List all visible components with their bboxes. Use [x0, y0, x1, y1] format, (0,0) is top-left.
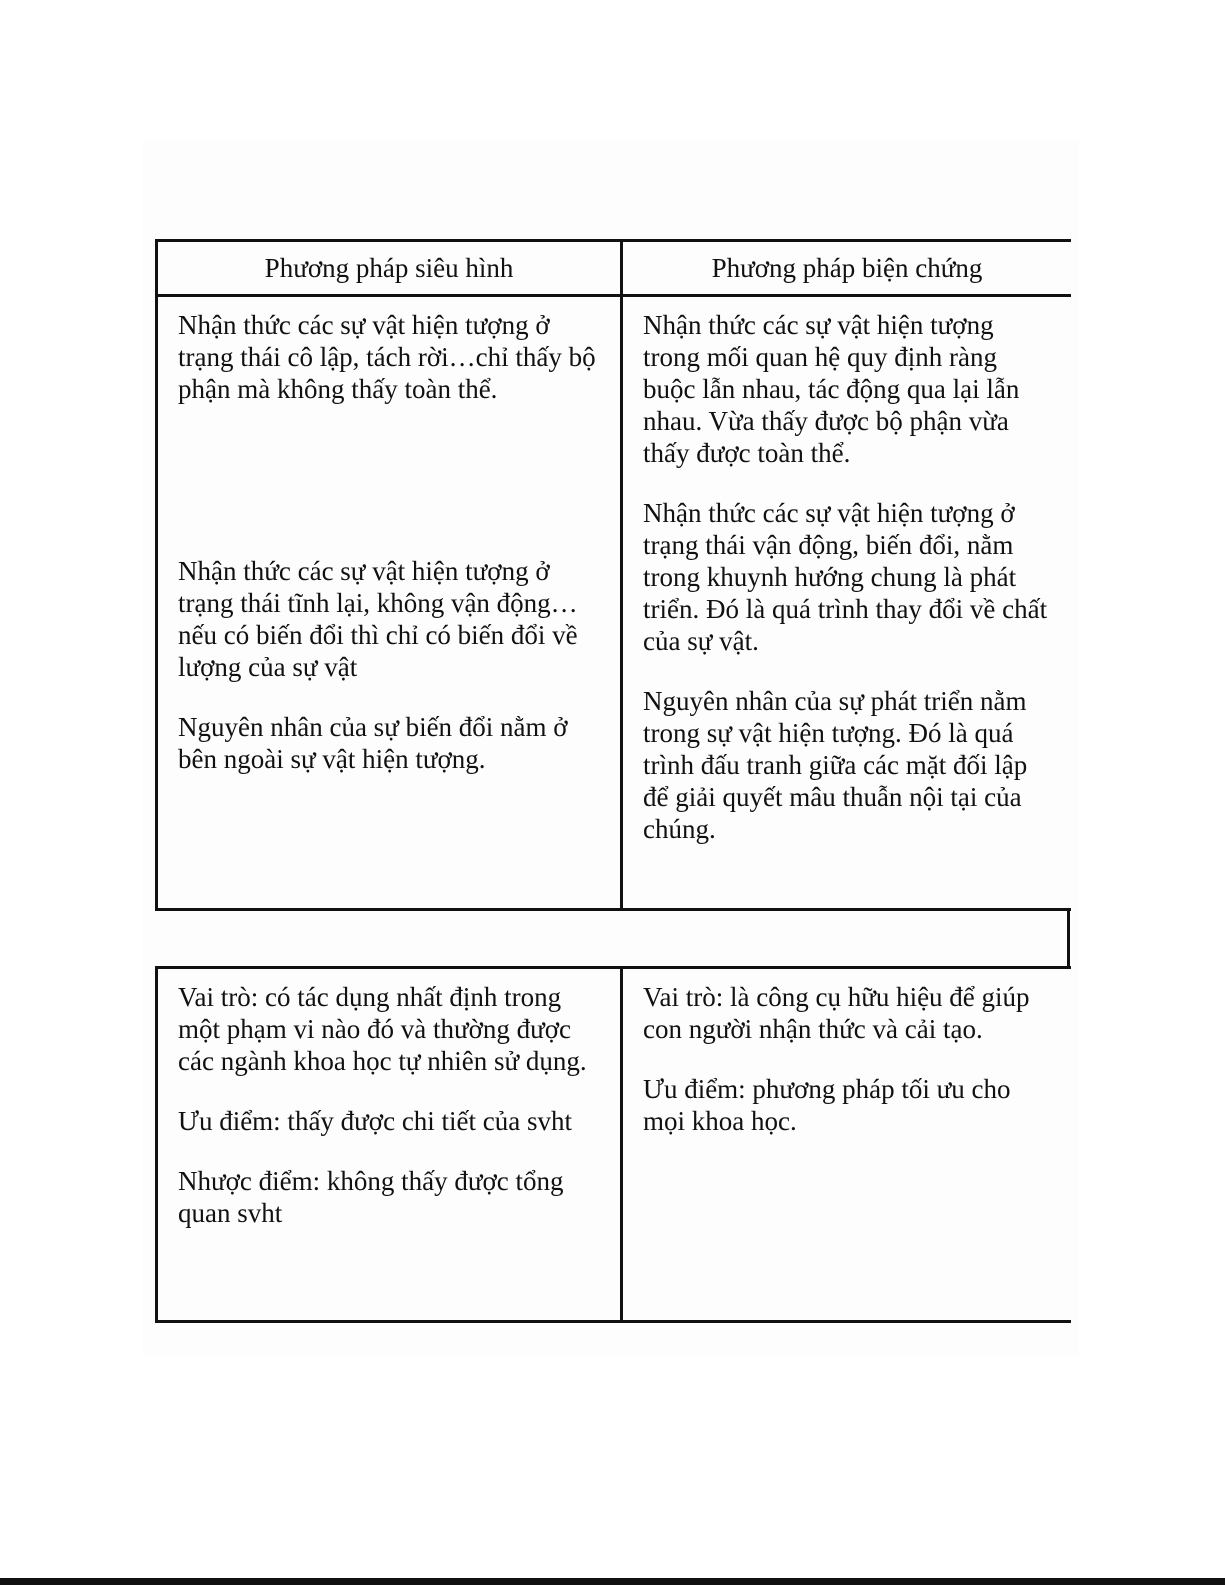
dialectical-advantage-text: Ưu điểm: phương pháp tối ưu cho mọi khoa học.: [643, 1074, 1011, 1136]
header-metaphysical: Phương pháp siêu hình: [157, 241, 622, 296]
metaphysical-advantage-text: Ưu điểm: thấy được chi tiết của svht: [178, 1106, 573, 1136]
evaluation-table: [155, 966, 1071, 1323]
table-header-row: [157, 241, 1072, 296]
metaphysical-disadvantage-text: Nhược điểm: không thấy được tổng quan svht: [178, 1166, 564, 1228]
metaphysical-evaluation-cell: [157, 968, 622, 1322]
metaphysical-isolation-text: Nhận thức các sự vật hiện tượng ở trạng thái cô lập, tách rời…chỉ thấy bộ phận mà không thấy toàn thể.: [178, 310, 596, 404]
table-row-evaluation: [157, 968, 1072, 1322]
metaphysical-cause-text: Nguyên nhân của sự biến đổi nằm ở bên ngoài sự vật hiện tượng.: [178, 712, 568, 774]
metaphysical-static-text: Nhận thức các sự vật hiện tượng ở trạng thái tĩnh lại, không vận động… nếu có biến đổi thì chỉ có biến đổi về lượng của sự vật: [178, 556, 578, 682]
dialectical-role-text: Vai trò: là công cụ hữu hiệu để giúp con người nhận thức và cải tạo.: [643, 982, 1030, 1044]
dialectical-cognition-cell: [622, 296, 1072, 910]
dialectical-evaluation-cell: [622, 968, 1072, 1322]
dialectical-motion-text: Nhận thức các sự vật hiện tượng ở trạng thái vận động, biến đổi, nằm trong khuynh hướng chung là phát triển. Đó là quá trình thay đổi về chất của sự vật.: [643, 498, 1048, 656]
header-dialectical: Phương pháp biện chứng: [622, 241, 1072, 296]
dialectical-cause-text: Nguyên nhân của sự phát triển nằm trong sự vật hiện tượng. Đó là quá trình đấu tranh giữa các mặt đối lập để giải quyết mâu thuẫn nội tại của chúng.: [643, 686, 1028, 844]
comparison-table: [155, 239, 1071, 911]
dialectical-relation-text: Nhận thức các sự vật hiện tượng trong mối quan hệ quy định ràng buộc lẫn nhau, tác động qua lại lẫn nhau. Vừa thấy được bộ phận vừa thấy được toàn thể.: [643, 310, 1020, 468]
table-gap-border: [1067, 911, 1070, 968]
page-bottom-edge: [0, 1578, 1225, 1585]
table-row-cognition: [157, 296, 1072, 910]
metaphysical-cognition-cell: [157, 296, 622, 910]
metaphysical-role-text: Vai trò: có tác dụng nhất định trong một phạm vi nào đó và thường được các ngành khoa học tự nhiên sử dụng.: [178, 982, 587, 1076]
